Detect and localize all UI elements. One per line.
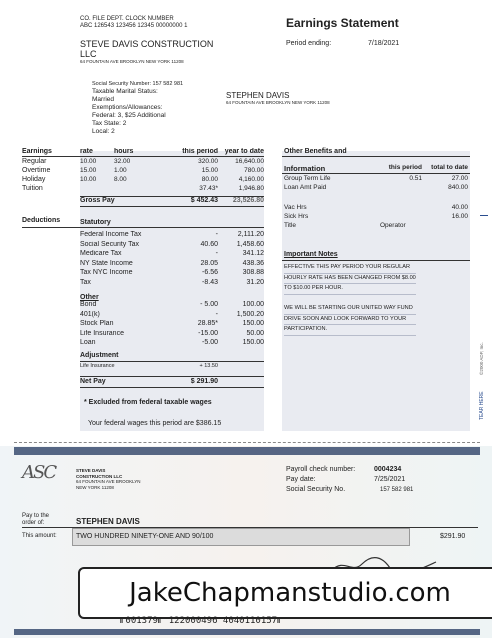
deduction-period: 28.05	[200, 259, 218, 267]
hours-value: Operator	[380, 222, 406, 229]
deduction-label: Tax NYC Income	[80, 269, 133, 276]
marital-label: Taxable Marital Status:	[92, 88, 158, 95]
other-ytd: 150.00	[242, 339, 264, 346]
benefit-period: 0.51	[409, 175, 422, 182]
gross-pay-label: Gross Pay	[80, 197, 115, 204]
deduction-ytd: 2,111.20	[237, 231, 264, 238]
deduction-row	[80, 269, 264, 276]
gross-pay-row	[80, 197, 264, 204]
period-cell: 320.00	[198, 158, 218, 165]
other-ytd: 50.00	[246, 329, 264, 337]
company-code-values: ABC 126543 123456 12345 00000000 1	[80, 23, 188, 29]
info-label: Information	[284, 164, 326, 173]
company-logo: ASC	[22, 462, 56, 483]
federal-line: Federal: 3, $25 Additional	[92, 112, 166, 119]
deduction-row	[80, 231, 264, 238]
adjustment-value: + 13.50	[199, 363, 218, 369]
marital-value: Married	[92, 96, 115, 103]
deduction-period: 40.60	[200, 240, 218, 248]
check-number: 0004234	[374, 466, 402, 473]
other-label: 401(k)	[80, 310, 100, 318]
note-line: WE WILL BE STARTING OUR UNITED WAY FUND	[284, 304, 416, 315]
adjustment-row	[80, 363, 264, 369]
deduction-label: Social Security Tax	[80, 240, 140, 248]
side-copyright: ©2000 ADP, Inc.	[479, 342, 484, 375]
ssn-line: Social Security Number: 157 582 981	[92, 81, 184, 87]
other-label: Stock Plan	[80, 320, 114, 327]
amount-words: TWO HUNDRED NINETY-ONE AND 90/100	[76, 533, 214, 540]
ytd-cell: 16,640.00	[235, 158, 264, 165]
earnings-row-label: Tuition	[22, 185, 43, 192]
micr-line: ⑈001379⑈ 122000496 4040110157⑈	[120, 616, 283, 626]
hours-cell: 1.00	[114, 167, 127, 174]
deduction-label: Medicare Tax	[80, 250, 122, 257]
note-line: PARTICIPATION.	[284, 325, 416, 336]
benefit-row	[284, 175, 468, 182]
earnings-row-label: Overtime	[22, 167, 51, 174]
gross-pay-ytd: 23,526.80	[232, 197, 264, 204]
period-label: Period ending:	[286, 40, 332, 47]
hours-cell: 8.00	[114, 176, 127, 183]
earnings-row	[80, 167, 264, 174]
ytd-cell: 1,946.80	[238, 185, 264, 192]
ytd-cell: 780.00	[244, 167, 264, 174]
deduction-ytd: 1,458.60	[236, 240, 264, 248]
earnings-panel-bg	[80, 151, 264, 431]
other-ytd: 100.00	[242, 301, 264, 308]
col-year-to-date: year to date	[224, 148, 264, 155]
earnings-row	[80, 176, 264, 183]
benefit-label: Loan Amt Paid	[284, 184, 327, 191]
adjustment-label: Adjustment	[80, 352, 119, 359]
other-ytd: 150.00	[242, 320, 264, 327]
other-label: Other	[80, 294, 99, 301]
hours-label: Vac Hrs	[284, 204, 307, 211]
deduction-ytd: 31.20	[246, 278, 264, 286]
check-company-addr2: NEW YORK 11208	[76, 484, 114, 490]
important-notes	[284, 263, 416, 336]
benefit-ytd: 840.00	[448, 184, 468, 191]
check-company-suffix: CONSTRUCTION LLC	[76, 473, 123, 479]
earnings-row	[80, 185, 264, 192]
federal-wages-note: Your federal wages this period are $386.15	[88, 420, 222, 427]
rate-cell: 10.00	[80, 158, 97, 165]
deduction-period: -	[215, 231, 218, 238]
deduction-period: -6.56	[202, 269, 218, 276]
note-line: HOURLY RATE HAS BEEN CHANGED FROM $8.00	[284, 274, 416, 285]
statement-title: Earnings Statement	[286, 16, 399, 30]
other-label: Loan	[80, 339, 96, 346]
payee-name: STEPHEN DAVIS	[76, 517, 140, 526]
notes-title: Important Notes	[284, 251, 338, 258]
company-code-labels: CO. FILE DEPT. CLOCK NUMBER	[80, 16, 174, 22]
other-period: -	[215, 310, 218, 318]
tear-mark	[480, 215, 488, 216]
deduction-ytd: 438.36	[242, 259, 264, 267]
other-ytd: 1,500.20	[236, 310, 264, 318]
note-line: EFFECTIVE THIS PAY PERIOD YOUR REGULAR	[284, 263, 416, 274]
statutory-label: Statutory	[80, 219, 111, 226]
hours-label: Title	[284, 222, 297, 229]
benefit-ytd: 27.00	[451, 175, 468, 182]
hours-cell: 32.00	[114, 158, 131, 165]
note-line: TO $10.00 PER HOUR.	[284, 284, 416, 295]
pay-to-label: Pay to the order of:	[22, 513, 50, 526]
earnings-row-label: Regular	[22, 158, 47, 165]
rate-cell: 15.00	[80, 167, 97, 174]
other-period: -15.00	[198, 329, 218, 337]
other-deduction-row	[80, 320, 264, 327]
hours-cell	[114, 185, 164, 192]
ssn-value: 157 582 981	[380, 487, 414, 493]
deduction-label: Federal Income Tax	[80, 231, 142, 238]
note-line: DRIVE SOON AND LOOK FORWARD TO YOUR	[284, 315, 416, 326]
note-line	[284, 295, 416, 305]
check-top-band	[14, 447, 480, 455]
other-label: Bond	[80, 301, 97, 308]
hours-label: Sick Hrs	[284, 213, 309, 220]
hours-value: 40.00	[451, 204, 468, 211]
deduction-row	[80, 250, 264, 257]
local-line: Local: 2	[92, 128, 115, 135]
deduction-row	[80, 279, 264, 286]
exemptions-label: Exemptions/Allowances:	[92, 104, 163, 111]
ssn-label: Social Security No.	[286, 486, 346, 493]
ytd-cell: 4,160.00	[238, 176, 264, 183]
deduction-period: -	[215, 250, 218, 257]
employee-name: STEPHEN DAVIS	[226, 91, 290, 100]
deduction-period: -8.43	[202, 278, 218, 286]
earnings-header	[80, 148, 264, 155]
pay-date: 7/25/2021	[374, 476, 406, 483]
net-pay-row	[80, 378, 264, 385]
deduction-label: Tax	[80, 278, 91, 286]
net-pay-label: Net Pay	[80, 378, 106, 385]
check-company-block	[76, 468, 141, 490]
col-total-to-date: total to date	[431, 164, 468, 171]
deduction-ytd: 341.12	[242, 250, 264, 257]
other-deduction-row	[80, 311, 264, 318]
perforation	[14, 442, 480, 443]
rate-cell	[80, 185, 114, 192]
hours-value: 16.00	[451, 213, 468, 220]
period-value: 7/18/2021	[368, 40, 400, 47]
hours-row	[284, 204, 468, 211]
adjustment-item: Life Insurance	[80, 363, 115, 369]
deduction-label: NY State Income	[80, 259, 133, 267]
period-cell: 37.43*	[199, 185, 218, 192]
benefits-title: Other Benefits and	[284, 148, 347, 155]
other-period: - 5.00	[200, 301, 218, 308]
other-period: -5.00	[202, 339, 218, 346]
deduction-row	[80, 241, 264, 248]
check-company-name: STEVE DAVIS	[76, 468, 106, 473]
amount-value: $291.90	[440, 533, 466, 540]
deduction-row	[80, 260, 264, 267]
other-period: 28.85*	[197, 320, 218, 327]
benefit-row	[284, 184, 468, 191]
period-cell: 15.00	[201, 167, 218, 174]
company-address: 64 FOUNTAIN AVE BROOKLYN NEW YORK 11208	[80, 59, 184, 64]
deduction-ytd: 308.88	[242, 269, 264, 276]
employee-address: 64 FOUNTAIN AVE BROOKLYN NEW YORK 11208	[226, 100, 330, 105]
other-deduction-row	[80, 301, 264, 308]
net-pay-value: $ 291.90	[190, 378, 218, 385]
pay-date-label: Pay date:	[286, 476, 316, 483]
excluded-note: * Excluded from federal taxable wages	[84, 399, 212, 406]
earnings-section-label: Earnings	[22, 148, 52, 155]
state-line: Tax State: 2	[92, 120, 127, 127]
gross-pay-value: $ 452.43	[190, 197, 218, 204]
other-label: Life Insurance	[80, 329, 124, 337]
check-number-label: Payroll check number:	[286, 466, 356, 473]
rate-cell: 10.00	[80, 176, 97, 183]
employee-tax-info	[92, 80, 183, 136]
col-this-period: this period	[182, 148, 218, 155]
col-this-period: this period	[388, 164, 422, 171]
company-suffix: LLC	[80, 49, 97, 59]
benefits-header	[284, 164, 468, 173]
check-company-addr1: 64 FOUNTAIN AVE BROOKLYN	[76, 479, 141, 484]
deductions-section-label: Deductions	[22, 217, 61, 224]
company-name: STEVE DAVIS CONSTRUCTION	[80, 39, 214, 49]
col-hours: hours	[114, 148, 134, 155]
earnings-row-label: Holiday	[22, 176, 46, 183]
benefit-period	[374, 184, 422, 191]
check-bottom-band	[14, 629, 480, 635]
other-deduction-row	[80, 330, 264, 337]
tear-here: TEAR HERE	[479, 391, 485, 420]
watermark-banner: JakeChapmanstudio.com	[78, 567, 492, 619]
amount-label: This amount:	[22, 533, 57, 539]
period-cell: 80.00	[201, 176, 218, 183]
benefit-label: Group Term Life	[284, 175, 331, 182]
hours-row	[284, 222, 468, 229]
earnings-row	[80, 158, 264, 165]
col-rate: rate	[80, 148, 93, 155]
hours-row	[284, 213, 468, 220]
other-deduction-row	[80, 339, 264, 346]
